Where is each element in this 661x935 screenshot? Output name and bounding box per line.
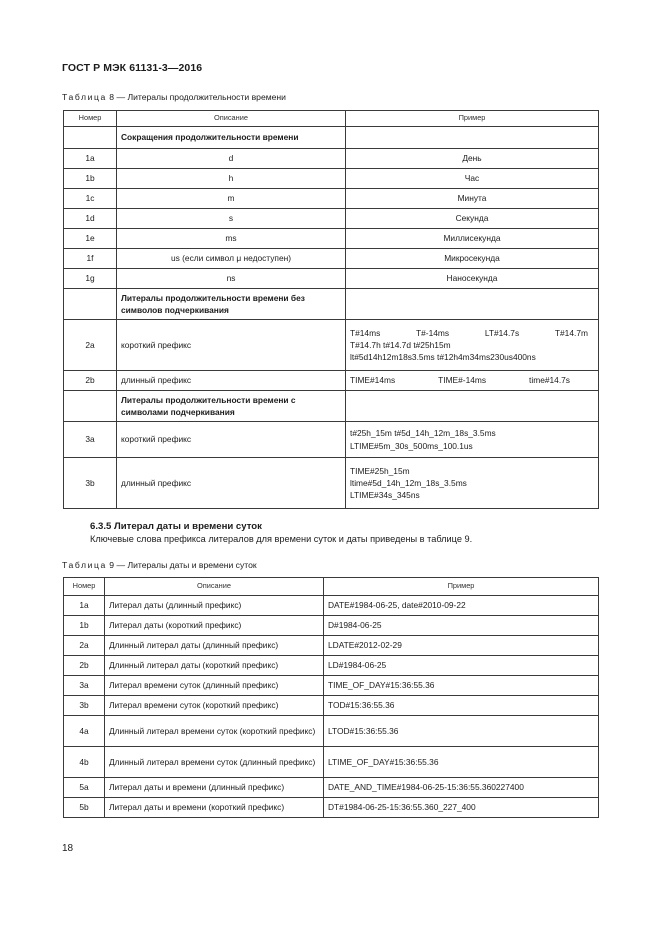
- row-example: Микросекунда: [346, 249, 599, 269]
- row-description: Литерал даты (короткий префикс): [105, 616, 324, 636]
- row-number: 1b: [64, 169, 117, 189]
- row-number: 2b: [64, 656, 105, 676]
- column-header: Пример: [346, 111, 599, 127]
- row-example: D#1984-06-25: [324, 616, 599, 636]
- page-number: 18: [62, 843, 74, 854]
- row-description: Длинный литерал времени суток (короткий префикс): [105, 716, 324, 747]
- row-number: 1f: [64, 249, 117, 269]
- table-row: [64, 716, 599, 747]
- group-title: Литералы продолжительности времени без символов подчеркивания: [117, 289, 346, 320]
- column-header: Описание: [117, 111, 346, 127]
- row-example: [346, 458, 599, 509]
- example-token: TIME#14ms: [350, 375, 396, 386]
- document-header: ГОСТ Р МЭК 61131-3—2016: [62, 62, 203, 74]
- row-example: DT#1984-06-25-15:36:55.360_227_400: [324, 798, 599, 818]
- row-description: h: [117, 169, 346, 189]
- row-description: Длинный литерал даты (короткий префикс): [105, 656, 324, 676]
- row-example: Наносекунда: [346, 269, 599, 289]
- column-header: Пример: [324, 578, 599, 596]
- row-example: LTOD#15:36:55.36: [324, 716, 599, 747]
- table-row: [64, 676, 599, 696]
- section-text: Ключевые слова префикса литералов для времени суток и даты приведены в таблице 9.: [90, 534, 473, 544]
- row-number: 4b: [64, 747, 105, 778]
- example-line: t#25h_15m t#5d_14h_12m_18s_3.5ms: [350, 428, 496, 439]
- group-title: Сокращения продолжительности времени: [117, 127, 346, 149]
- table-row: [64, 371, 599, 391]
- table-row: [64, 320, 599, 371]
- table-row: [64, 127, 599, 149]
- table-row: [64, 249, 599, 269]
- table8-caption-word: Таблица: [62, 92, 107, 102]
- example-token: T#-14ms: [416, 327, 450, 338]
- empty-cell: [64, 127, 117, 149]
- row-number: 1g: [64, 269, 117, 289]
- column-header: Номер: [64, 578, 105, 596]
- row-number: 2a: [64, 320, 117, 371]
- row-number: 2a: [64, 636, 105, 656]
- row-description: us (если символ μ недоступен): [117, 249, 346, 269]
- table-row: [64, 458, 599, 509]
- table-row: [64, 656, 599, 676]
- group-title: Литералы продолжительности времени с символами подчеркивания: [117, 391, 346, 422]
- example-line: lt#5d14h12m18s3.5ms t#12h4m34ms230us400ns: [350, 352, 536, 363]
- row-description: Длинный литерал времени суток (длинный префикс): [105, 747, 324, 778]
- table8-header-row: [64, 111, 599, 127]
- table8-caption: [62, 92, 286, 102]
- table-row: [64, 169, 599, 189]
- row-number: 1d: [64, 209, 117, 229]
- row-example: DATE#1984-06-25, date#2010-09-22: [324, 596, 599, 616]
- row-description: ns: [117, 269, 346, 289]
- example-line: [350, 374, 594, 386]
- row-number: 5a: [64, 778, 105, 798]
- column-header: Номер: [64, 111, 117, 127]
- example-token: TIME#-14ms: [438, 375, 487, 386]
- table-row: [64, 209, 599, 229]
- table-row: [64, 422, 599, 458]
- table-row: [64, 696, 599, 716]
- example-line: LTIME#5m_30s_500ms_100.1us: [350, 440, 473, 451]
- row-description: d: [117, 149, 346, 169]
- table-row: [64, 616, 599, 636]
- table9-caption-word: Таблица: [62, 560, 107, 570]
- example-line: [350, 327, 594, 339]
- row-example: [346, 422, 599, 458]
- row-number: 2b: [64, 371, 117, 391]
- row-number: 1a: [64, 149, 117, 169]
- table9-caption: [62, 560, 257, 570]
- row-description: короткий префикс: [117, 320, 346, 371]
- row-example: Час: [346, 169, 599, 189]
- row-number: 1e: [64, 229, 117, 249]
- table-row: [64, 798, 599, 818]
- row-number: 3a: [64, 676, 105, 696]
- table-row: [64, 149, 599, 169]
- example-line: TIME#25h_15m: [350, 465, 410, 476]
- section-title: 6.3.5 Литерал даты и времени суток: [90, 521, 262, 532]
- row-description: Литерал даты и времени (короткий префикс): [105, 798, 324, 818]
- row-number: 1b: [64, 616, 105, 636]
- row-number: 3a: [64, 422, 117, 458]
- table-row: [64, 636, 599, 656]
- row-number: 3b: [64, 458, 117, 509]
- example-token: T#14.7m: [554, 327, 588, 338]
- row-description: s: [117, 209, 346, 229]
- row-example: [346, 320, 599, 371]
- table-row: [64, 778, 599, 798]
- example-line: ltime#5d_14h_12m_18s_3.5ms: [350, 477, 467, 488]
- row-number: 1c: [64, 189, 117, 209]
- empty-cell: [64, 391, 117, 422]
- example-line: LTIME#34s_345ns: [350, 490, 420, 501]
- row-description: Литерал даты и времени (длинный префикс): [105, 778, 324, 798]
- table-row: [64, 189, 599, 209]
- table-row: [64, 391, 599, 422]
- table-row: [64, 596, 599, 616]
- example-line: T#14.7h t#14.7d t#25h15m: [350, 339, 451, 350]
- table9: [63, 577, 599, 818]
- table9-header-row: [64, 578, 599, 596]
- table-row: [64, 269, 599, 289]
- row-description: короткий префикс: [117, 422, 346, 458]
- row-description: Литерал времени суток (длинный префикс): [105, 676, 324, 696]
- example-token: LT#14.7s: [484, 327, 520, 338]
- row-example: Миллисекунда: [346, 229, 599, 249]
- table8-caption-text: 8 — Литералы продолжительности времени: [106, 92, 286, 102]
- row-number: 3b: [64, 696, 105, 716]
- table9-caption-text: 9 — Литералы даты и времени суток: [106, 560, 257, 570]
- empty-cell: [346, 289, 599, 320]
- empty-cell: [346, 391, 599, 422]
- table8: [63, 110, 599, 509]
- row-example: День: [346, 149, 599, 169]
- row-description: длинный префикс: [117, 371, 346, 391]
- row-description: m: [117, 189, 346, 209]
- row-example: DATE_AND_TIME#1984-06-25-15:36:55.360227400: [324, 778, 599, 798]
- table-row: [64, 747, 599, 778]
- row-description: Литерал времени суток (короткий префикс): [105, 696, 324, 716]
- row-example: Секунда: [346, 209, 599, 229]
- row-number: 1a: [64, 596, 105, 616]
- row-description: длинный префикс: [117, 458, 346, 509]
- row-number: 5b: [64, 798, 105, 818]
- row-example: Минута: [346, 189, 599, 209]
- table-row: [64, 289, 599, 320]
- row-description: ms: [117, 229, 346, 249]
- row-example: LD#1984-06-25: [324, 656, 599, 676]
- row-example: LDATE#2012-02-29: [324, 636, 599, 656]
- row-description: Литерал даты (длинный префикс): [105, 596, 324, 616]
- column-header: Описание: [105, 578, 324, 596]
- empty-cell: [346, 127, 599, 149]
- example-token: T#14ms: [350, 327, 381, 338]
- row-number: 4a: [64, 716, 105, 747]
- row-example: TOD#15:36:55.36: [324, 696, 599, 716]
- row-example: LTIME_OF_DAY#15:36:55.36: [324, 747, 599, 778]
- row-example: [346, 371, 599, 391]
- example-token: time#14.7s: [529, 375, 570, 386]
- row-example: TIME_OF_DAY#15:36:55.36: [324, 676, 599, 696]
- row-description: Длинный литерал даты (длинный префикс): [105, 636, 324, 656]
- empty-cell: [64, 289, 117, 320]
- table-row: [64, 229, 599, 249]
